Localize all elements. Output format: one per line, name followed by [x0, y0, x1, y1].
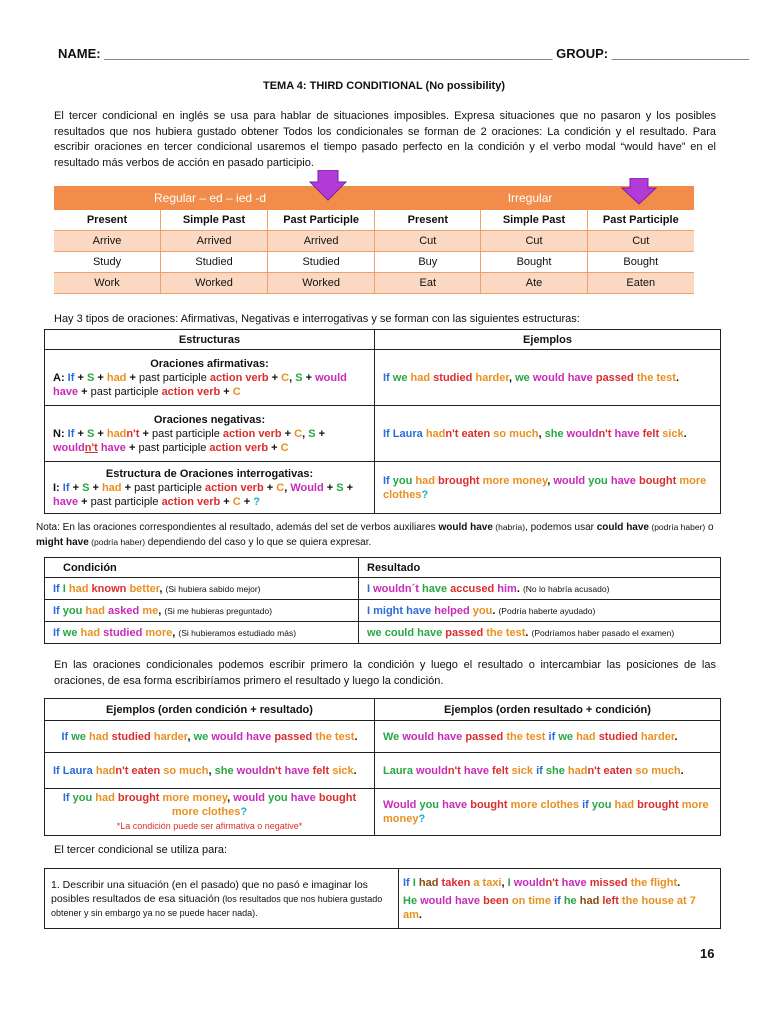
order-table [44, 698, 721, 836]
page-title: TEMA 4: THIRD CONDITIONAL (No possibility) [263, 80, 505, 92]
affirmative-structure: Oraciones afirmativas: A: If + S + had + past participle action verb + C, S + would have + past participle action verb + C [45, 350, 375, 406]
table-cell: Cut [375, 231, 481, 252]
order-paragraph: En las oraciones condicionales podemos escribir primero la condición y luego el resultado o intercambiar las posiciones de las oraciones, de esa forma escribiríamos primero el resultado y luego la condición. [54, 659, 716, 687]
col-header: Past Participle [268, 210, 375, 231]
negative-example: If Laura hadn't eaten so much, she wouldn't have felt sick. [375, 406, 721, 462]
types-text: Hay 3 tipos de oraciones: Afirmativas, Negativas e interrogativas y se forman con las siguientes estructuras: [54, 313, 580, 325]
table-cell: Eaten [587, 273, 694, 294]
regular-header: Regular – ed – ied -d [54, 186, 375, 210]
col-header: Present [54, 210, 161, 231]
group-label: GROUP: [552, 46, 612, 61]
col-header: Present [375, 210, 481, 231]
negative-title: Oraciones negativas: [153, 413, 266, 426]
structures-table [44, 329, 721, 514]
table-cell: Studied [268, 252, 375, 273]
condition-cell: If we had studied more, (Si hubieramos estudiado más) [45, 622, 359, 644]
affirmative-example: If we had studied harder, we would have passed the test. [375, 350, 721, 406]
table-cell: Cut [481, 231, 587, 252]
table-cell: Arrived [268, 231, 375, 252]
interrogative-example: If you had brought more money, would you have bought more clothes? [375, 462, 721, 514]
table-cell: Arrive [54, 231, 161, 252]
result-cell: I might have helped you. (Podría haberte ayudado) [359, 600, 721, 622]
negative-structure: Oraciones negativas: N: If + S + hadn't + past participle action verb + C, S + wouldn't have + past participle action verb + C [45, 406, 375, 462]
usage-description: 1. Describir una situación (en el pasado) que no pasó e imaginar los posibles resultados de esa situación (los resultados que nos hubiera gustado obtener y sin embargo ya no se puede hacer nada). [45, 869, 399, 929]
usage-examples: If I had taken a taxi, I wouldn't have missed the flight. He would have been on time if he had left the house at 7 am. [399, 869, 721, 929]
usage-table [44, 868, 721, 929]
col-header: Ejemplos (orden condición + resultado) [45, 699, 375, 721]
col-header: Resultado [359, 558, 721, 578]
example-cell: If we had studied harder, we would have passed the test. [45, 721, 375, 753]
col-header: Condición [45, 558, 359, 578]
table-cell: Studied [161, 252, 268, 273]
example-cell: Would you have bought more clothes if you had brought more money? [375, 789, 721, 836]
interrogative-structure: Estructura de Oraciones interrogativas: I: If + S + had + past participle action verb + C, Would + S + have + past participle action verb + C + ? [45, 462, 375, 514]
condition-cell: If you had asked me, (Si me hubieras preguntado) [45, 600, 359, 622]
example-cell: Laura wouldn't have felt sick if she hadn't eaten so much. [375, 753, 721, 789]
irregular-header: Irregular [375, 186, 694, 210]
group-blank[interactable]: ___________________ [611, 46, 750, 61]
down-arrow-icon [620, 178, 658, 206]
table-cell: Worked [268, 273, 375, 294]
down-arrow-icon [308, 170, 348, 202]
affirmative-title: Oraciones afirmativas: [150, 357, 269, 370]
col-header: Ejemplos (orden resultado + condición) [375, 699, 721, 721]
result-cell: I wouldn´t have accused him. (No lo habría acusado) [359, 578, 721, 600]
name-group-line [58, 46, 750, 61]
name-label: NAME: [58, 46, 105, 61]
interrogative-title: Estructura de Oraciones interrogativas: [105, 467, 314, 480]
verb-table [54, 186, 694, 294]
name-blank[interactable]: ______________________________________________________________ [104, 46, 553, 61]
condition-result-table [44, 557, 721, 644]
table-cell: Eat [375, 273, 481, 294]
usage-text: El tercer condicional se utiliza para: [54, 844, 228, 856]
table-cell: Study [54, 252, 161, 273]
example-cell: If you had brought more money, would you have bought more clothes? *La condición puede ser afirmativa o negative* [45, 789, 375, 836]
page-number: 16 [700, 946, 715, 961]
table-cell: Worked [161, 273, 268, 294]
table-cell: Cut [587, 231, 694, 252]
nota-paragraph: Nota: En las oraciones correspondientes al resultado, además del set de verbos auxiliares would have (habría), podemos usar could have (podría haber) o might have (podría haber) dependiendo del caso y lo que se quiera expresar. [36, 522, 714, 548]
table-cell: Arrived [161, 231, 268, 252]
condition-cell: If I had known better, (Si hubiera sabido mejor) [45, 578, 359, 600]
table-cell: Ate [481, 273, 587, 294]
intro-paragraph: El tercer condicional en inglés se usa para hablar de situaciones imposibles. Expresa situaciones que no pasaron y los posibles resultados que nos hubiera gustado obtener Todos los condicionales se forman de 2 oraciones: La condición y el resultado. Para escribir oraciones en tercer condicional usaremos el tiempo pasado perfecto en la condición y el verbo modal “would have” en el resultado más verbos de acción en pasado participio. [54, 110, 716, 169]
table-cell: Buy [375, 252, 481, 273]
example-cell: We would have passed the test if we had studied harder. [375, 721, 721, 753]
col-header: Past Participle [587, 210, 694, 231]
table-cell: Bought [587, 252, 694, 273]
order-note: *La condición puede ser afirmativa o negative* [116, 821, 303, 831]
col-header: Estructuras [45, 330, 375, 350]
col-header: Simple Past [161, 210, 268, 231]
result-cell: we could have passed the test. (Podríamos haber pasado el examen) [359, 622, 721, 644]
col-header: Simple Past [481, 210, 587, 231]
table-cell: Work [54, 273, 161, 294]
example-cell: If Laura hadn't eaten so much, she wouldn't have felt sick. [45, 753, 375, 789]
table-cell: Bought [481, 252, 587, 273]
col-header: Ejemplos [375, 330, 721, 350]
